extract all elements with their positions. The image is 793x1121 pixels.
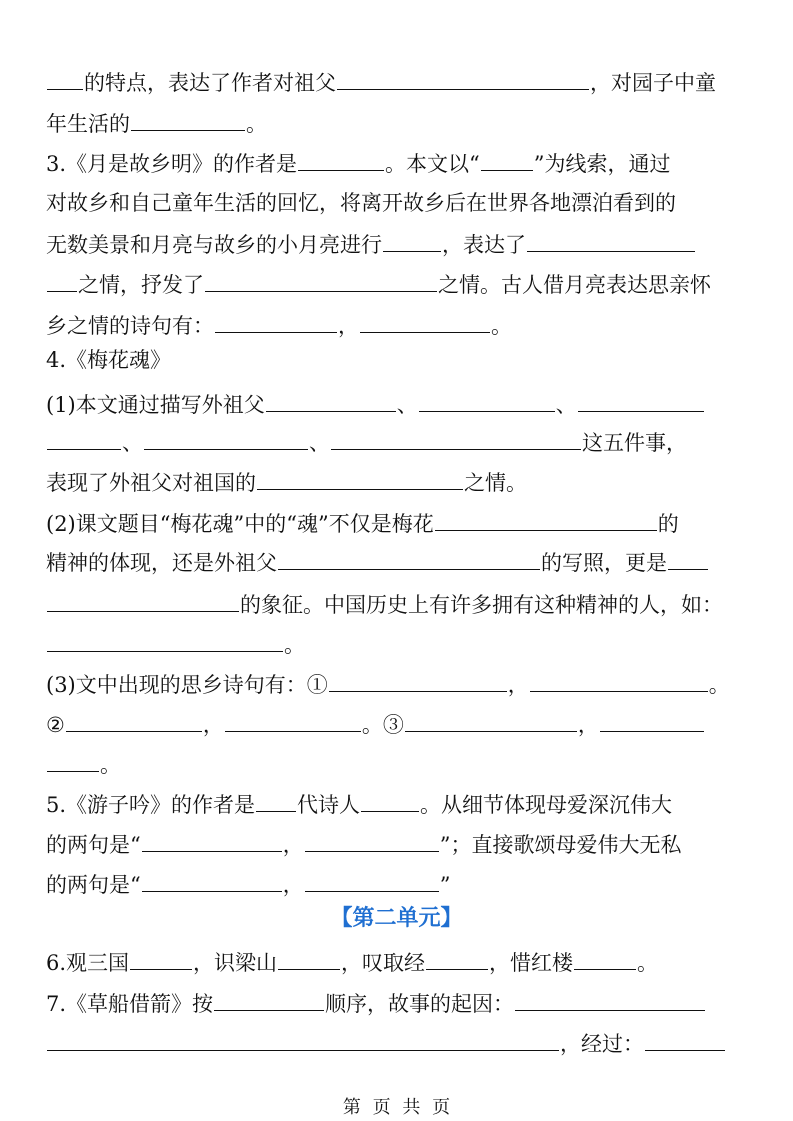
answer-blank[interactable] (256, 789, 296, 812)
question-text: 。 (100, 753, 121, 777)
question-text: 3.《月是故乡明》的作者是 (46, 152, 298, 176)
fill-line (46, 589, 747, 619)
question-text: 的象征。中国历史上有许多拥有这种精神的人，如： (240, 593, 723, 617)
answer-blank[interactable] (530, 669, 708, 692)
question-text: (1)本文通过描写外祖父 (46, 393, 265, 417)
question-text: ， (282, 873, 304, 897)
answer-blank[interactable] (47, 629, 283, 652)
answer-blank[interactable] (257, 467, 463, 490)
question-text: ” (439, 873, 451, 897)
fill-line (46, 467, 747, 497)
question-text: 。 (491, 314, 512, 338)
answer-blank[interactable] (47, 67, 83, 90)
question-text: 5.《游子吟》的作者是 (46, 793, 256, 817)
answer-blank[interactable] (47, 1028, 559, 1051)
question-text: 之情。古人借月亮表达思亲怀 (438, 273, 711, 297)
question-text: ， (282, 833, 304, 857)
fill-line (46, 229, 747, 259)
question-text: 之情。 (464, 471, 527, 495)
answer-blank[interactable] (668, 547, 708, 570)
question-text: 的两句是“ (46, 873, 141, 897)
question-text: 。 (708, 673, 730, 697)
question-text: 。 (284, 633, 305, 657)
answer-blank[interactable] (225, 709, 361, 732)
question-text: ，惜红楼 (489, 951, 574, 975)
question-text: ② (46, 713, 65, 737)
answer-blank[interactable] (298, 148, 384, 171)
answer-blank[interactable] (266, 389, 396, 412)
question-text: 代诗人 (297, 793, 361, 817)
page-footer: 第 页 共 页 (342, 1097, 451, 1118)
question-text: ，识梁山 (193, 951, 278, 975)
question-text: (3)文中出现的思乡诗句有：① (46, 673, 328, 697)
question-text: ，叹取经 (341, 951, 426, 975)
question-text: 。 (637, 951, 659, 975)
answer-blank[interactable] (600, 709, 704, 732)
answer-blank[interactable] (142, 829, 282, 852)
fill-line (46, 310, 747, 340)
question-text: 的 (657, 512, 679, 536)
answer-blank[interactable] (142, 869, 282, 892)
fill-line (46, 669, 747, 699)
question-text: 表现了外祖父对祖国的 (46, 471, 256, 495)
answer-blank[interactable] (305, 829, 439, 852)
answer-blank[interactable] (305, 869, 439, 892)
question-text: 。 (246, 112, 267, 136)
question-title: 4.《梅花魂》 (46, 348, 172, 372)
fill-line (46, 148, 747, 178)
fill-line (46, 789, 747, 819)
answer-blank[interactable] (360, 310, 490, 333)
answer-blank[interactable] (578, 389, 704, 412)
question-text: 的写照，更是 (541, 551, 667, 575)
answer-blank[interactable] (205, 269, 437, 292)
question-text: 的特点，表达了作者对祖父 (84, 71, 336, 95)
question-text: 之情，抒发了 (78, 273, 204, 297)
answer-blank[interactable] (47, 589, 239, 612)
fill-line (46, 947, 747, 977)
question-text: ，经过： (560, 1032, 644, 1056)
fill-line (46, 269, 747, 299)
answer-blank[interactable] (215, 310, 337, 333)
answer-blank[interactable] (47, 269, 77, 292)
unit-heading: 【第二单元】 (330, 906, 463, 931)
question-text: 的两句是“ (46, 833, 141, 857)
answer-blank[interactable] (419, 389, 555, 412)
fill-line (46, 389, 747, 419)
fill-line (46, 508, 747, 538)
question-text: ， (577, 713, 599, 737)
question-text: ， (338, 314, 359, 338)
answer-blank[interactable] (383, 229, 441, 252)
fill-line (46, 709, 747, 739)
answer-blank[interactable] (426, 947, 488, 970)
answer-blank[interactable] (278, 947, 340, 970)
fill-line (46, 108, 747, 138)
answer-blank[interactable] (47, 427, 121, 450)
fill-line (46, 629, 747, 659)
question-text: 、 (122, 431, 143, 455)
fill-line (46, 427, 747, 457)
fill-line (46, 1028, 747, 1058)
answer-blank[interactable] (515, 988, 705, 1011)
answer-blank[interactable] (337, 67, 589, 90)
question-text: 这五件事， (582, 431, 687, 455)
question-text: 。本文以“ (385, 152, 480, 176)
answer-blank[interactable] (144, 427, 308, 450)
answer-blank[interactable] (278, 547, 540, 570)
fill-line (46, 67, 747, 97)
question-text: (2)课文题目“梅花魂”中的“魂”不仅是梅花 (46, 512, 434, 536)
answer-blank[interactable] (331, 427, 581, 450)
answer-blank[interactable] (329, 669, 507, 692)
fill-line (46, 749, 747, 779)
answer-blank[interactable] (361, 789, 419, 812)
answer-blank[interactable] (405, 709, 577, 732)
answer-blank[interactable] (527, 229, 695, 252)
question-text: ， (202, 713, 224, 737)
answer-blank[interactable] (574, 947, 636, 970)
fill-line (46, 829, 747, 859)
answer-blank[interactable] (131, 108, 245, 131)
question-text: ，对园子中童 (590, 71, 716, 95)
question-text: ”为线索，通过 (533, 152, 671, 176)
question-text: 。③ (361, 713, 404, 737)
fill-line (46, 188, 747, 218)
fill-line (46, 988, 747, 1018)
answer-blank[interactable] (66, 709, 202, 732)
answer-blank[interactable] (481, 148, 533, 171)
question-text: 、 (309, 431, 330, 455)
fill-line (46, 547, 747, 577)
question-text: 乡之情的诗句有： (46, 314, 214, 338)
fill-line (46, 345, 747, 375)
answer-blank[interactable] (47, 749, 99, 772)
answer-blank[interactable] (214, 988, 324, 1011)
question-text: 、 (555, 393, 577, 417)
question-text: 、 (396, 393, 418, 417)
question-text: ， (507, 673, 529, 697)
question-text: 年生活的 (46, 112, 130, 136)
answer-blank[interactable] (435, 508, 657, 531)
question-text: 对故乡和自己童年生活的回忆，将离开故乡后在世界各地漂泊看到的 (46, 191, 676, 215)
fill-line (46, 869, 747, 899)
answer-blank[interactable] (130, 947, 192, 970)
question-text: ”；直接歌颂母爱伟大无私 (439, 833, 682, 857)
question-text: 无数美景和月亮与故乡的小月亮进行 (46, 233, 382, 257)
question-text: 。从细节体现母爱深沉伟大 (420, 793, 673, 817)
question-text: ，表达了 (442, 233, 526, 257)
answer-blank[interactable] (645, 1028, 725, 1051)
question-text: 7.《草船借箭》按 (46, 992, 214, 1016)
question-text: 精神的体现，还是外祖父 (46, 551, 277, 575)
question-text: 6.观三国 (46, 951, 130, 975)
question-text: 顺序，故事的起因： (325, 992, 515, 1016)
